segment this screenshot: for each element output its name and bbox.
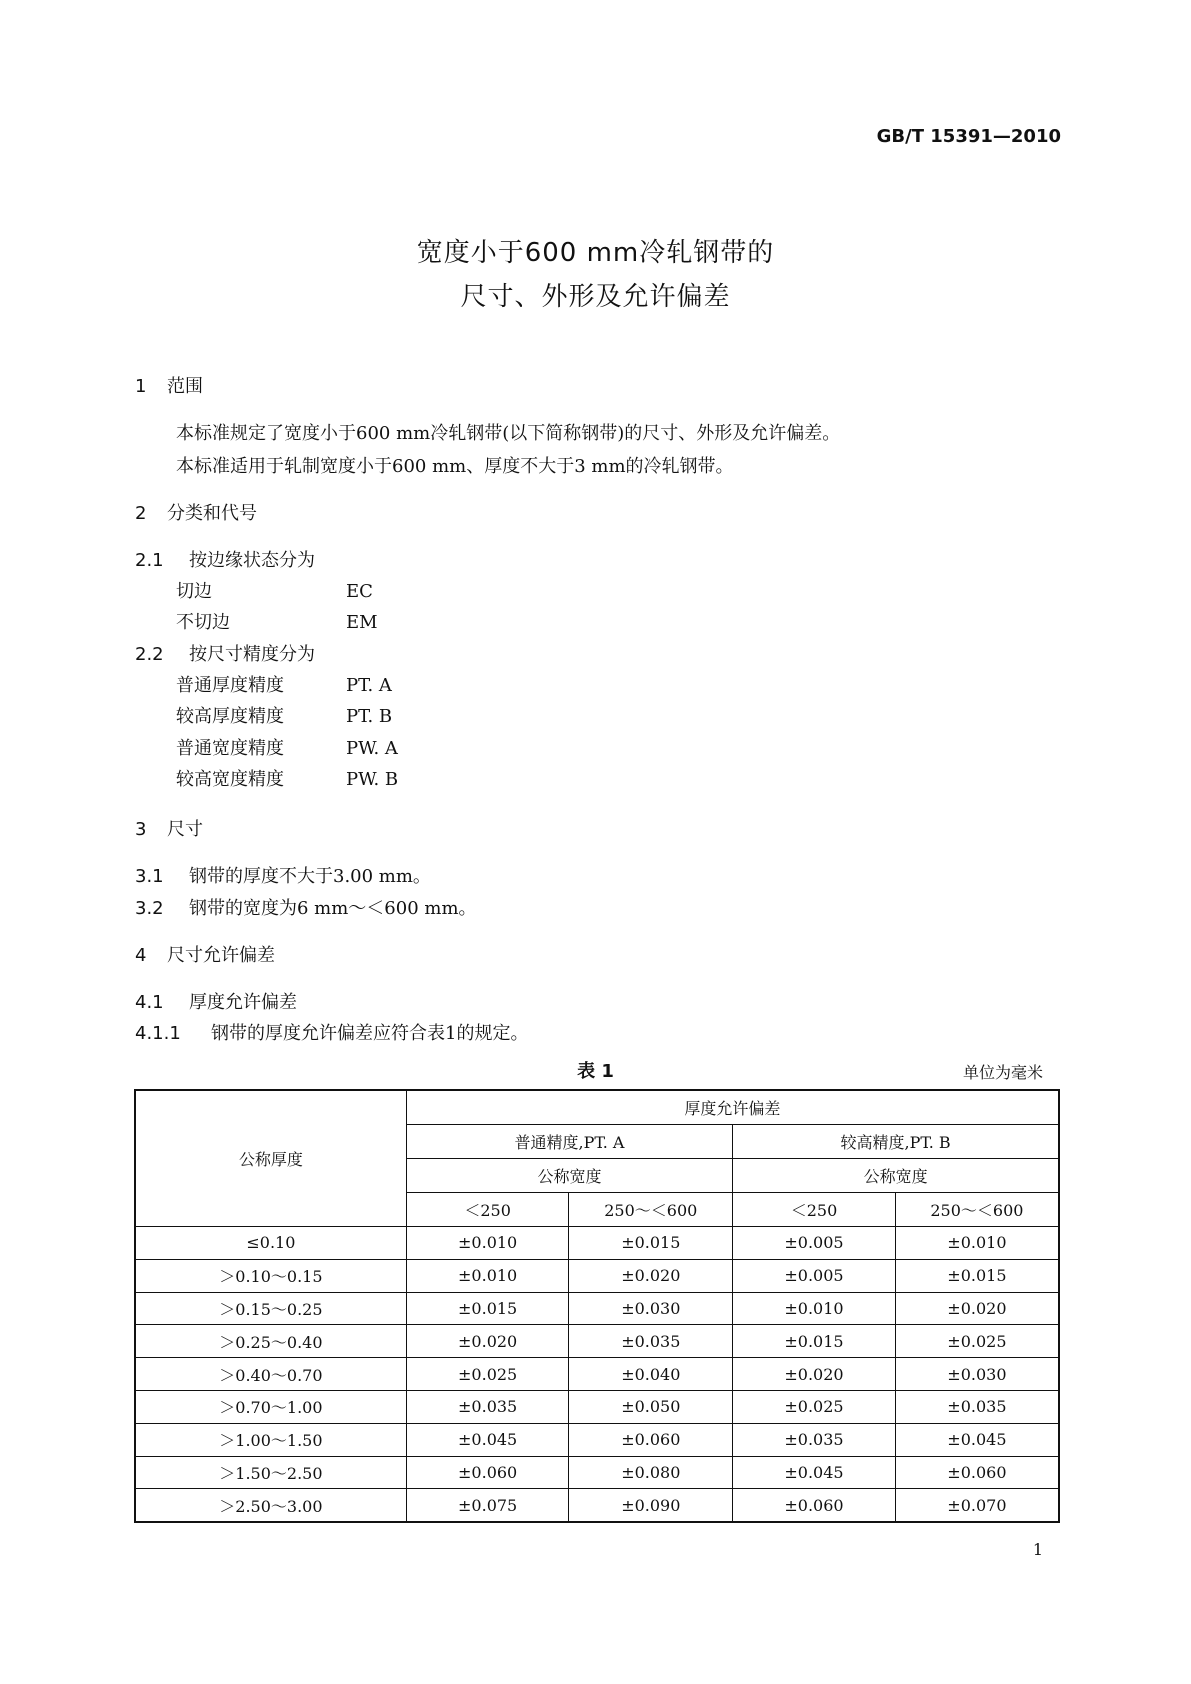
tolerance-cell: ±0.015 — [406, 1292, 569, 1325]
tolerance-cell: ±0.030 — [895, 1358, 1059, 1391]
tolerance-cell: ±0.045 — [406, 1423, 569, 1456]
tolerance-cell: ±0.010 — [406, 1259, 569, 1292]
table-row — [135, 1227, 1059, 1260]
section-number: 3 — [135, 819, 147, 840]
code-value: PT. A — [346, 675, 392, 696]
tolerance-cell: ±0.015 — [733, 1325, 896, 1358]
table-row — [135, 1423, 1059, 1456]
clause-3-1 — [135, 862, 431, 888]
tolerance-cell: ±0.025 — [406, 1358, 569, 1391]
tolerance-cell: ±0.025 — [733, 1390, 896, 1423]
code-row — [176, 702, 392, 728]
clause-number: 3.2 — [135, 898, 164, 919]
code-value: PT. B — [346, 706, 393, 727]
code-name: 不切边 — [176, 612, 230, 633]
standard-code: GB/T 15391—2010 — [876, 126, 1061, 147]
thickness-range-cell: ＞1.50～2.50 — [135, 1456, 406, 1489]
tolerance-cell: ±0.020 — [733, 1358, 896, 1391]
tolerance-cell: ±0.005 — [733, 1259, 896, 1292]
clause-text: 钢带的宽度为6 mm～＜600 mm。 — [189, 898, 477, 919]
tolerance-cell: ±0.020 — [569, 1259, 733, 1292]
tolerance-cell: ±0.010 — [733, 1292, 896, 1325]
table-row — [135, 1292, 1059, 1325]
section-2-1-heading — [135, 546, 315, 572]
header-width-range: ＜250 — [406, 1193, 569, 1227]
section-number: 2 — [135, 503, 147, 524]
table-row — [135, 1358, 1059, 1391]
tolerance-cell: ±0.010 — [406, 1227, 569, 1260]
tolerance-cell: ±0.045 — [895, 1423, 1059, 1456]
code-name: 较高宽度精度 — [176, 769, 284, 790]
code-row — [176, 577, 373, 603]
tolerance-cell: ±0.060 — [569, 1423, 733, 1456]
thickness-range-cell: ≤0.10 — [135, 1227, 406, 1260]
clause-number: 4.1.1 — [135, 1023, 181, 1044]
thickness-tolerance-table — [134, 1089, 1060, 1523]
header-nominal-width: 公称宽度 — [733, 1159, 1059, 1193]
thickness-range-cell: ＞0.15～0.25 — [135, 1292, 406, 1325]
section-title: 范围 — [167, 376, 203, 397]
code-row — [176, 671, 392, 697]
section-1-paragraph-2: 本标准适用于轧制宽度小于600 mm、厚度不大于3 mm的冷轧钢带。 — [176, 456, 734, 477]
header-thickness-tolerance: 厚度允许偏差 — [406, 1090, 1059, 1125]
subsection-title: 按边缘状态分为 — [189, 550, 315, 571]
tolerance-cell: ±0.035 — [895, 1390, 1059, 1423]
thickness-range-cell: ＞0.40～0.70 — [135, 1358, 406, 1391]
tolerance-cell: ±0.005 — [733, 1227, 896, 1260]
section-1-paragraph-1: 本标准规定了宽度小于600 mm冷轧钢带(以下简称钢带)的尺寸、外形及允许偏差。 — [176, 423, 841, 444]
tolerance-cell: ±0.060 — [406, 1456, 569, 1489]
tolerance-cell: ±0.010 — [895, 1227, 1059, 1260]
tolerance-cell: ±0.035 — [733, 1423, 896, 1456]
clause-3-2 — [135, 894, 477, 920]
tolerance-cell: ±0.070 — [895, 1489, 1059, 1522]
tolerance-cell: ±0.020 — [406, 1325, 569, 1358]
section-1-heading — [135, 372, 203, 398]
clause-4-1-1 — [135, 1019, 528, 1045]
section-number: 1 — [135, 376, 147, 397]
code-value: EM — [346, 612, 378, 633]
header-high-precision: 较高精度,PT. B — [733, 1125, 1059, 1159]
clause-text: 钢带的厚度允许偏差应符合表1的规定。 — [211, 1023, 529, 1044]
thickness-range-cell: ＞0.70～1.00 — [135, 1390, 406, 1423]
header-nominal-thickness: 公称厚度 — [135, 1090, 406, 1227]
subsection-number: 2.1 — [135, 550, 164, 571]
code-row — [176, 608, 378, 634]
code-value: PW. B — [346, 769, 399, 790]
code-name: 切边 — [176, 581, 212, 602]
section-4-heading — [135, 941, 275, 967]
tolerance-cell: ±0.020 — [895, 1292, 1059, 1325]
code-value: PW. A — [346, 738, 398, 759]
section-3-heading — [135, 815, 203, 841]
tolerance-cell: ±0.030 — [569, 1292, 733, 1325]
subsection-number: 4.1 — [135, 992, 164, 1013]
section-2-heading — [135, 499, 257, 525]
table-row — [135, 1390, 1059, 1423]
section-2-2-heading — [135, 640, 315, 666]
table-row — [135, 1489, 1059, 1522]
section-title: 尺寸允许偏差 — [167, 945, 275, 966]
table-row — [135, 1325, 1059, 1358]
tolerance-cell: ±0.045 — [733, 1456, 896, 1489]
tolerance-cell: ±0.080 — [569, 1456, 733, 1489]
tolerance-cell: ±0.040 — [569, 1358, 733, 1391]
table-caption: 表 1 — [577, 1061, 614, 1082]
table-row — [135, 1259, 1059, 1292]
code-value: EC — [346, 581, 373, 602]
code-name: 较高厚度精度 — [176, 706, 284, 727]
clause-number: 3.1 — [135, 866, 164, 887]
tolerance-cell: ±0.090 — [569, 1489, 733, 1522]
tolerance-cell: ±0.015 — [569, 1227, 733, 1260]
section-title: 尺寸 — [167, 819, 203, 840]
subsection-number: 2.2 — [135, 644, 164, 665]
tolerance-cell: ±0.035 — [406, 1390, 569, 1423]
subsection-title: 按尺寸精度分为 — [189, 644, 315, 665]
section-title: 分类和代号 — [167, 503, 257, 524]
header-normal-precision: 普通精度,PT. A — [406, 1125, 732, 1159]
tolerance-cell: ±0.075 — [406, 1489, 569, 1522]
table-unit: 单位为毫米 — [962, 1063, 1043, 1082]
section-4-1-heading — [135, 988, 297, 1014]
thickness-range-cell: ＞1.00～1.50 — [135, 1423, 406, 1456]
thickness-range-cell: ＞2.50～3.00 — [135, 1489, 406, 1522]
tolerance-cell: ±0.060 — [895, 1456, 1059, 1489]
table-row — [135, 1456, 1059, 1489]
page-number: 1 — [1032, 1540, 1043, 1559]
code-name: 普通宽度精度 — [176, 738, 284, 759]
thickness-range-cell: ＞0.25～0.40 — [135, 1325, 406, 1358]
thickness-range-cell: ＞0.10～0.15 — [135, 1259, 406, 1292]
tolerance-cell: ±0.050 — [569, 1390, 733, 1423]
subsection-title: 厚度允许偏差 — [189, 992, 297, 1013]
clause-text: 钢带的厚度不大于3.00 mm。 — [189, 866, 431, 887]
header-nominal-width: 公称宽度 — [406, 1159, 732, 1193]
section-number: 4 — [135, 945, 147, 966]
code-name: 普通厚度精度 — [176, 675, 284, 696]
code-row — [176, 734, 398, 760]
document-title-line1: 宽度小于600 mm冷轧钢带的 — [416, 238, 775, 268]
tolerance-cell: ±0.035 — [569, 1325, 733, 1358]
header-width-range: 250～＜600 — [569, 1193, 733, 1227]
tolerance-cell: ±0.015 — [895, 1259, 1059, 1292]
document-title-line2: 尺寸、外形及允许偏差 — [460, 282, 731, 312]
header-width-range: 250～＜600 — [895, 1193, 1059, 1227]
header-width-range: ＜250 — [733, 1193, 896, 1227]
tolerance-cell: ±0.025 — [895, 1325, 1059, 1358]
tolerance-cell: ±0.060 — [733, 1489, 896, 1522]
code-row — [176, 765, 398, 791]
